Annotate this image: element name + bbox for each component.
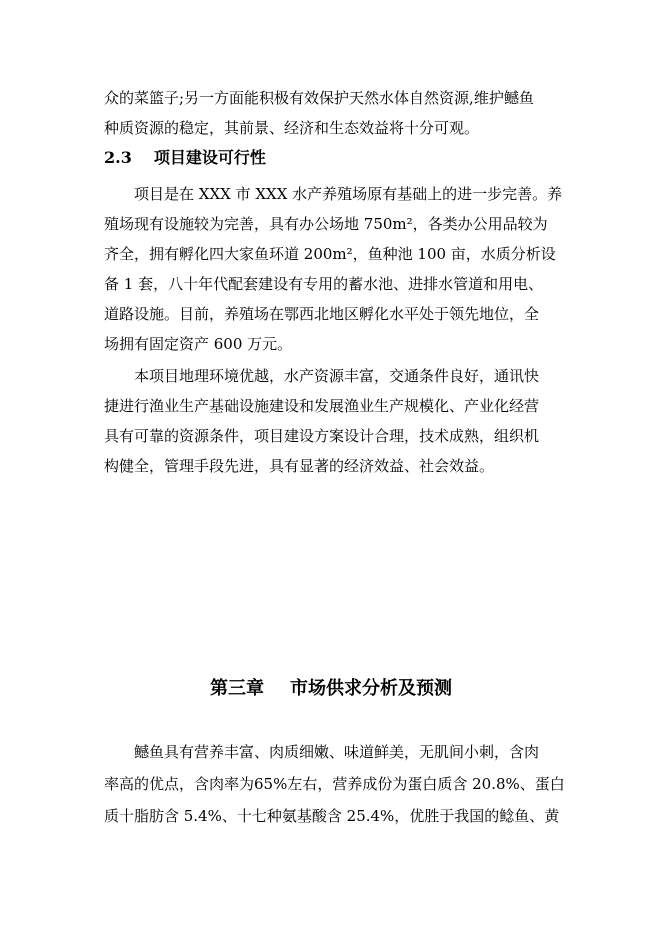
body-text-line: 殖场现有设施较为完善，具有办公场地 750m²，各类办公用品较为 — [104, 215, 548, 233]
body-text-line: 项目是在 XXX 市 XXX 水产养殖场原有基础上的进一步完善。养 — [134, 185, 563, 203]
body-text-line: 种质资源的稳定，其前景、经济和生态效益将十分可观。 — [104, 119, 480, 137]
section-number: 2.3 — [104, 148, 132, 167]
section-title: 项目建设可行性 — [153, 148, 266, 167]
body-text-line: 本项目地理环境优越，水产资源丰富，交通条件良好，通讯快 — [134, 367, 540, 385]
chapter-title: 市场供求分析及预测 — [290, 678, 452, 699]
body-text-line: 众的菜篮子;另一方面能积极有效保护天然水体自然资源,维护鳡鱼 — [104, 89, 534, 107]
body-text-line: 鳡鱼具有营养丰富、肉质细嫩、味道鲜美，无肌间小刺，含肉 — [134, 743, 540, 761]
body-text-line: 齐全，拥有孵化四大家鱼环道 200m²，鱼种池 100 亩，水质分析设 — [104, 245, 556, 263]
section-heading — [104, 147, 266, 169]
chapter-heading — [0, 676, 662, 702]
body-text-line: 率高的优点，含肉率为65%左右，营养成份为蛋白质含 20.8%、蛋白 — [104, 775, 565, 793]
body-text-line: 具有可靠的资源条件，项目建设方案设计合理，技术成熟，组织机 — [104, 427, 540, 445]
body-text-line: 构健全，管理手段先进，具有显著的经济效益、社会效益。 — [104, 457, 495, 475]
body-text-line: 道路设施。目前，养殖场在鄂西北地区孵化水平处于领先地位，全 — [104, 305, 540, 323]
body-text-line: 质十脂肪含 5.4%、十七种氨基酸含 25.4%，优胜于我国的鲶鱼、黄 — [104, 807, 560, 825]
body-text-line: 备 1 套，八十年代配套建设有专用的蓄水池、进排水管道和用电、 — [104, 275, 544, 293]
chapter-number: 第三章 — [210, 678, 264, 699]
body-text-line: 场拥有固定资产 600 万元。 — [104, 335, 293, 353]
body-text-line: 捷进行渔业生产基础设施建设和发展渔业生产规模化、产业化经营 — [104, 397, 540, 415]
